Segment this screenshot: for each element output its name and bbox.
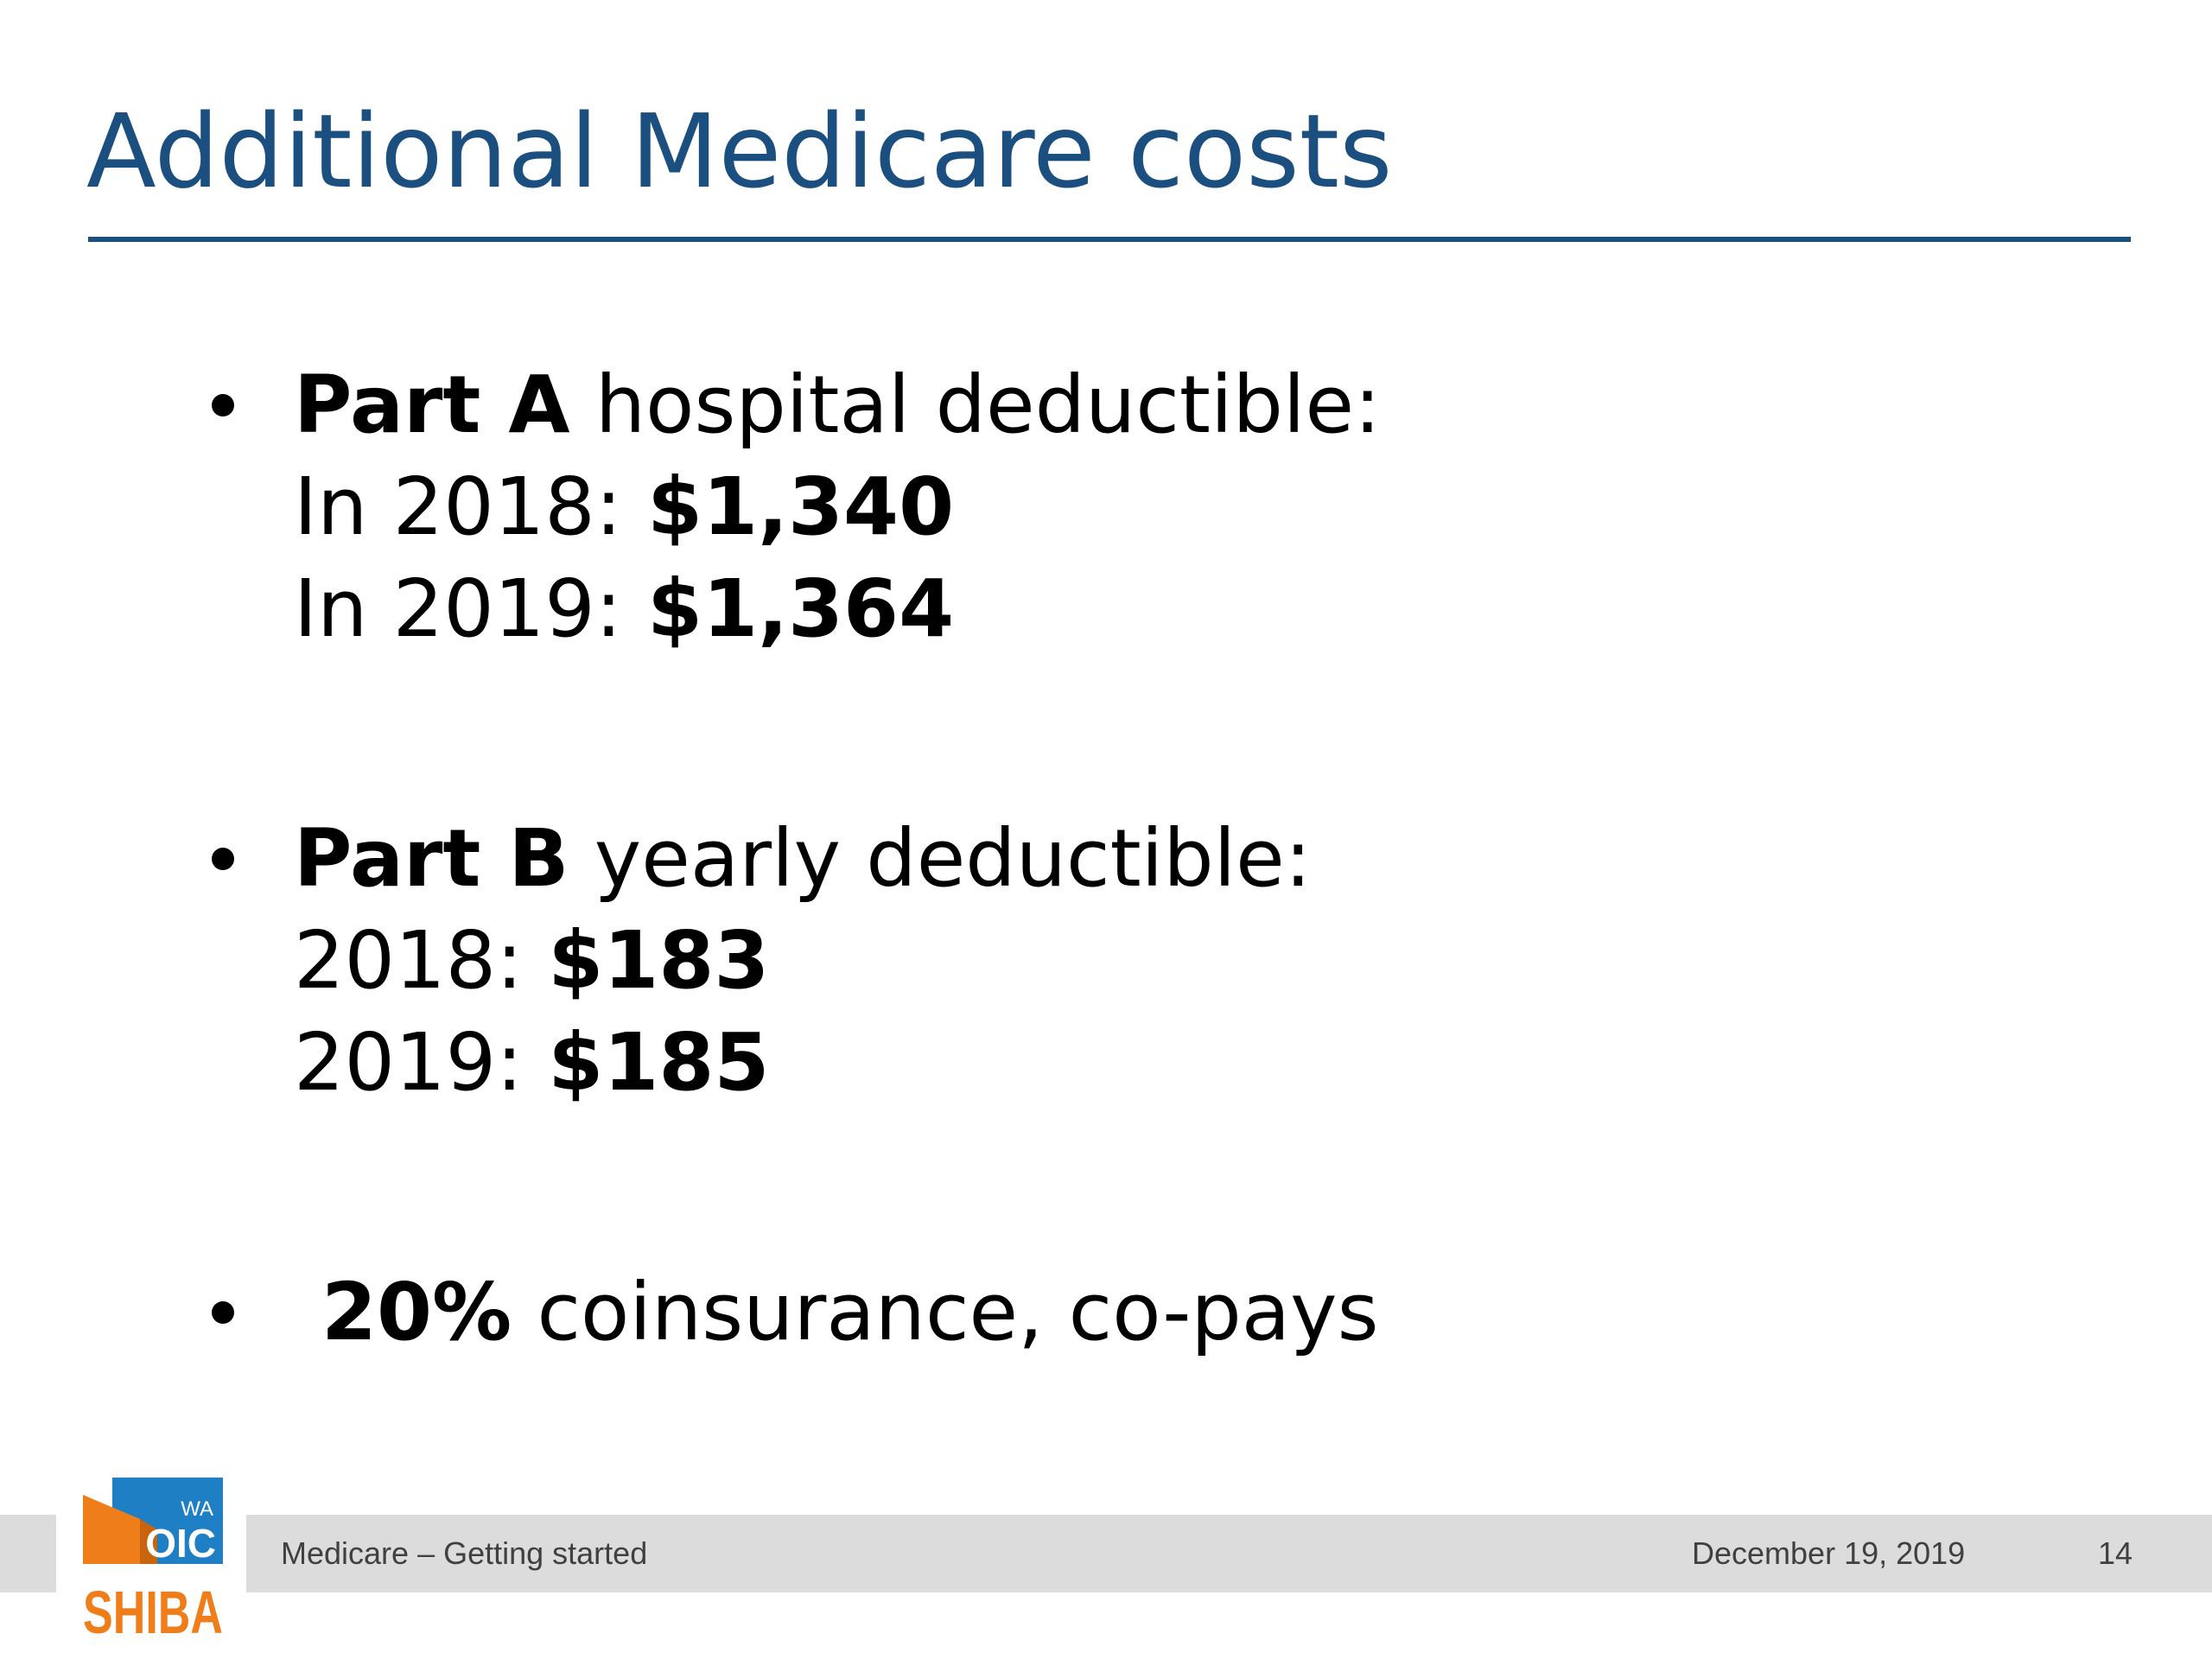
line-text: In 2019: [294, 563, 648, 655]
bullet-text [294, 354, 1381, 660]
bold-label: Part A [294, 359, 570, 451]
bold-label: Part B [294, 812, 569, 905]
oic-shiba-logo [79, 1478, 226, 1646]
logo-oic-text: OIC [145, 1521, 216, 1566]
bullet-line [321, 1262, 1379, 1363]
bold-value: $1,364 [647, 563, 955, 655]
bullet-line [294, 1012, 1312, 1114]
line-text: 2019: [294, 1016, 549, 1109]
footer-presentation-title: Medicare – Getting started [281, 1535, 648, 1571]
bullet-icon [212, 394, 234, 416]
line-text: In 2018: [294, 461, 648, 553]
line-text: 2018: [294, 914, 549, 1007]
bold-value: $1,340 [647, 461, 955, 553]
bold-value: $185 [548, 1016, 770, 1109]
bullet-line [294, 910, 1312, 1012]
bullet-line [294, 808, 1312, 910]
title-underline [88, 237, 2131, 242]
footer-page-number: 14 [2098, 1535, 2133, 1571]
bold-label: 20% [321, 1266, 512, 1358]
bullet-line [294, 558, 1381, 660]
bullet-text [294, 808, 1312, 1114]
logo-shiba-text: SHIBA [83, 1579, 223, 1646]
line-text: yearly deductible: [569, 812, 1312, 905]
bullet-icon [212, 1301, 234, 1324]
line-text: coinsurance, co-pays [512, 1266, 1379, 1358]
bold-value: $183 [548, 914, 770, 1007]
logo-wa-text: WA [181, 1497, 213, 1521]
line-text: hospital deductible: [569, 359, 1382, 451]
bullet-text [321, 1262, 1379, 1363]
slide-title: Additional Medicare costs [86, 92, 1393, 211]
bullet-line [294, 354, 1381, 456]
bullet-line [294, 456, 1381, 558]
footer-date: December 19, 2019 [1692, 1535, 1966, 1571]
bullet-icon [212, 848, 234, 870]
